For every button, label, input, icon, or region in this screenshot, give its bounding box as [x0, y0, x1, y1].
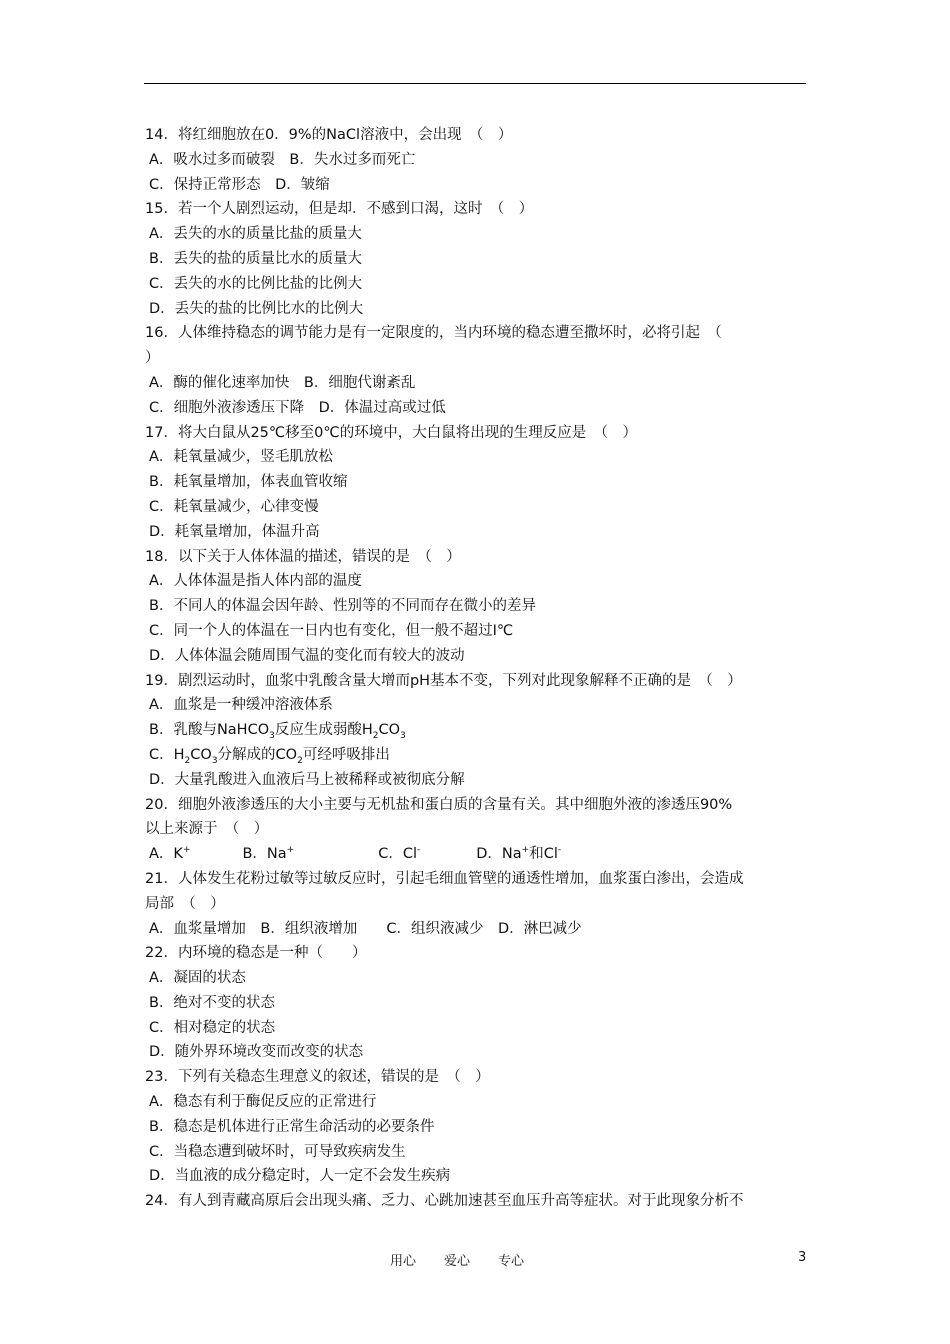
footer-word: 专心 — [498, 1254, 525, 1269]
question-18-option-b: B．不同人的体温会因年龄、性别等的不同而存在微小的差异 — [149, 598, 536, 615]
subscript: 3 — [269, 731, 275, 742]
header-rule — [144, 83, 806, 84]
question-14-stem: 14．将红细胞放在0．9%的NaCl溶液中，会出现 （ ） — [145, 127, 513, 143]
question-23-stem: 23．下列有关稳态生理意义的叙述，错误的是 （ ） — [145, 1069, 490, 1086]
option-b — [242, 846, 294, 862]
text: C．H — [149, 746, 185, 763]
question-18-option-c: C．同一个人的体温在一日内也有变化，但一般不超过I℃ — [149, 622, 514, 639]
question-15-option-c: C．丢失的水的比例比盐的比例大 — [149, 275, 363, 292]
question-19-option-b — [145, 718, 810, 743]
question-17-option-a: A．耗氧量减少，竖毛肌放松 — [149, 449, 333, 466]
subscript: 3 — [211, 755, 218, 766]
question-15-option-d: D．丢失的盐的比例比水的比例大 — [149, 300, 364, 317]
question-24-stem: 24．有人到青藏高原后会出现头痛、乏力、心跳加速甚至血压升高等症状。对于此现象分析不 — [145, 1193, 744, 1210]
question-22-option-d: D．随外界环境改变而改变的状态 — [149, 1044, 364, 1061]
question-18-stem: 18．以下关于人体体温的描述，错误的是 （ ） — [145, 548, 461, 565]
question-20-options — [145, 842, 810, 867]
text: A．K — [149, 846, 183, 863]
text: 和Cl — [529, 846, 558, 863]
option-d — [476, 846, 561, 862]
text: 可经呼吸排出 — [302, 746, 390, 763]
superscript: + — [182, 845, 191, 856]
question-22-option-c: C．相对稳定的状态 — [149, 1019, 276, 1036]
question-17-option-b: B．耗氧量增加，体表血管收缩 — [149, 474, 348, 491]
question-15-option-b: B．丢失的盐的质量比水的质量大 — [149, 250, 362, 267]
question-19-option-a: A．血浆是一种缓冲溶液体系 — [149, 697, 333, 714]
question-21-options: A．血浆量增加 B．组织液增加 C．组织液减少 D．淋巴减少 — [149, 920, 582, 937]
superscript: + — [286, 845, 295, 856]
question-14-options-ab: A．吸水过多而破裂 B．失水过多而死亡 — [149, 151, 416, 168]
question-16-stem-cont: ） — [145, 350, 160, 367]
text: CO — [378, 722, 401, 739]
superscript: - — [557, 845, 562, 856]
question-21-stem-cont: 局部 （ ） — [145, 895, 225, 912]
subscript: 3 — [400, 731, 406, 742]
question-23-option-b: B．稳态是机体进行正常生命活动的必要条件 — [149, 1118, 435, 1135]
question-17-option-d: D．耗氧量增加，体温升高 — [149, 523, 320, 540]
text: CO — [190, 746, 212, 763]
text: D．Na — [476, 846, 522, 863]
subscript: 2 — [184, 755, 191, 766]
text: B．Na — [242, 846, 287, 863]
question-19-option-c — [145, 743, 810, 768]
question-16-stem: 16．人体维持稳态的调节能力是有一定限度的，当内环境的稳态遭至撒坏时，必将引起 （ — [145, 325, 722, 342]
question-16-options-ab: A．酶的催化速率加快 B．细胞代谢紊乱 — [149, 374, 416, 391]
question-21-stem: 21．人体发生花粉过敏等过敏反应时，引起毛细血管壁的通透性增加，血浆蛋白渗出，会造成 — [145, 870, 744, 887]
option-c — [378, 846, 420, 862]
question-22-option-b: B．绝对不变的状态 — [149, 994, 275, 1011]
question-20-stem-cont: 以上来源于 （ ） — [145, 821, 269, 838]
question-list — [145, 123, 810, 1214]
question-16-options-cd: C．细胞外液渗透压下降 D．体温过高或过低 — [149, 399, 446, 416]
subscript: 2 — [297, 755, 303, 766]
question-18-option-a: A．人体体温是指人体内部的温度 — [149, 573, 362, 590]
footer-word: 用心 — [390, 1254, 417, 1269]
question-22-option-a: A．凝固的状态 — [149, 970, 246, 987]
question-15-stem: 15．若一个人剧烈运动，但是却．不感到口渴，这时 （ ） — [145, 201, 534, 218]
question-17-stem: 17．将大白鼠从25℃移至0℃的环境中，大白鼠将出现的生理反应是 （ ） — [145, 424, 637, 441]
question-14-options-cd: C．保持正常形态 D．皱缩 — [149, 176, 330, 193]
question-19-stem: 19．剧烈运动时，血浆中乳酸含量大增而pH基本不变，下列对此现象解释不正确的是 （ ） — [145, 672, 742, 689]
footer-word: 爱心 — [444, 1254, 471, 1269]
question-20-stem: 20．细胞外液渗透压的大小主要与无机盐和蛋白质的含量有关。其中细胞外液的渗透压90% — [145, 796, 733, 813]
question-18-option-d: D．人体体温会随周围气温的变化而有较大的波动 — [149, 647, 465, 664]
page-number: 3 — [798, 1250, 807, 1265]
option-a — [149, 846, 190, 862]
question-17-option-c: C．耗氧量减少，心律变慢 — [149, 498, 319, 515]
question-23-option-c: C．当稳态遭到破坏时，可导致疾病发生 — [149, 1143, 406, 1160]
superscript: - — [417, 845, 421, 856]
question-19-option-d: D．大量乳酸进入血液后马上被稀释或被彻底分解 — [149, 771, 465, 788]
superscript: + — [521, 845, 530, 856]
footer-motto — [390, 1250, 552, 1269]
text: 反应生成弱酸H — [274, 722, 373, 739]
text: 分解成的CO — [217, 746, 298, 763]
text: B．乳酸与NaHCO — [149, 722, 270, 739]
question-23-option-d: D．当血液的成分稳定时，人一定不会发生疾病 — [149, 1168, 451, 1185]
question-22-stem: 22．内环境的稳态是一种（ ） — [145, 945, 367, 962]
subscript: 2 — [372, 731, 379, 742]
question-23-option-a: A．稳态有利于酶促反应的正常进行 — [149, 1094, 377, 1111]
question-15-option-a: A．丢失的水的质量比盐的质量大 — [149, 226, 362, 243]
text: C．Cl — [378, 846, 417, 863]
